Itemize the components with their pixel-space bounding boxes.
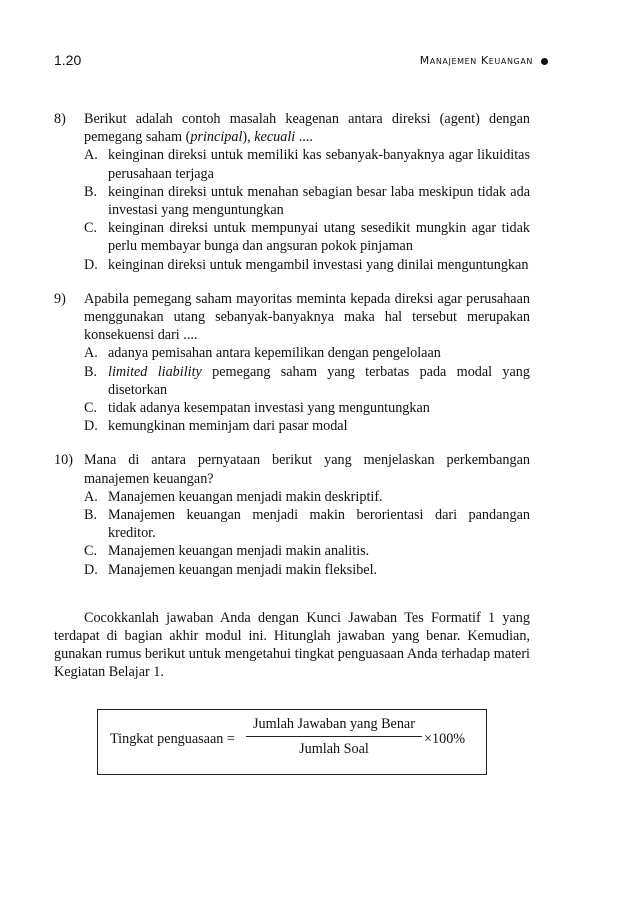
option-text: keinginan direksi untuk mengambil investasi yang dinilai menguntungkan <box>108 256 529 273</box>
question-number: 10) <box>54 452 73 469</box>
option-text: keinginan direksi untuk memiliki kas sebanyak-banyaknya agar likuiditas perusahaan terjaga <box>108 147 530 182</box>
option-letter: A. <box>84 147 98 164</box>
option-c <box>84 219 530 255</box>
option-letter: A. <box>84 488 98 505</box>
question-stem <box>84 110 530 146</box>
option-text: pemegang saham yang terbatas pada modal yang disetorkan <box>108 363 530 398</box>
formula-fraction <box>246 716 422 758</box>
stem-italic-term: principal <box>190 129 243 146</box>
page-number: 1.20 <box>54 52 82 68</box>
question-number: 8) <box>54 111 66 127</box>
option-letter: C. <box>84 543 98 560</box>
option-d <box>84 256 530 274</box>
option-a <box>84 344 530 362</box>
option-d <box>84 561 530 579</box>
option-text: Manajemen keuangan menjadi makin deskriptif. <box>108 488 383 505</box>
option-italic-term: limited liability <box>108 363 202 380</box>
stem-text: Berikut adalah contoh masalah keagenan antara direksi (agent) dengan pemegang saham ( <box>84 111 530 146</box>
question-8 <box>54 110 530 274</box>
option-a <box>84 488 530 506</box>
question-stem: Mana di antara pernyataan berikut yang menjelaskan perkembangan manajemen keuangan? <box>84 452 530 487</box>
question-number: 9) <box>54 290 66 307</box>
option-text: Manajemen keuangan menjadi makin analitis. <box>108 543 370 560</box>
option-text: keinginan direksi untuk menahan sebagian besar laba meskipun tidak ada investasi yang menguntungkan <box>108 183 530 219</box>
formula-label: Tingkat penguasaan = <box>110 731 235 747</box>
question-9 <box>54 290 530 436</box>
option-letter: B. <box>84 507 98 524</box>
option-letter: C. <box>84 400 98 417</box>
option-d <box>84 417 530 435</box>
option-a <box>84 146 530 182</box>
option-c <box>84 399 530 417</box>
running-title: Manajemen Keuangan <box>419 54 533 67</box>
option-text: adanya pemisahan antara kepemilikan dengan pengelolaan <box>108 345 441 362</box>
mastery-formula-box <box>97 709 487 775</box>
instruction-paragraph: Cocokkanlah jawaban Anda dengan Kunci Jawaban Tes Formatif 1 yang terdapat di bagian akhir modul ini. Hitunglah jawaban yang benar. Kemudian, gunakan rumus berikut untuk mengetahui tingkat penguasaan Anda terhadap materi Kegiatan Belajar 1. <box>54 609 530 681</box>
stem-text: ), <box>242 129 255 146</box>
option-letter: D. <box>84 256 98 273</box>
option-letter: B. <box>84 363 98 380</box>
option-text: keinginan direksi untuk mempunyai utang sesedikit mungkin agar tidak perlu membayar bunga dan angsuran pokok pinjaman <box>108 220 530 255</box>
stem-italic-term: kecuali <box>254 129 296 146</box>
stem-text: .... <box>295 129 313 146</box>
question-list <box>54 110 530 696</box>
bullet-icon <box>541 58 548 65</box>
option-text: Manajemen keuangan menjadi makin berorientasi dari pandangan kreditor. <box>108 507 530 542</box>
option-text: kemungkinan meminjam dari pasar modal <box>108 418 348 435</box>
option-letter: A. <box>84 345 98 362</box>
option-b <box>84 183 530 219</box>
option-letter: C. <box>84 220 98 237</box>
formula-denominator: Jumlah Soal <box>299 741 369 757</box>
option-letter: D. <box>84 418 98 435</box>
question-stem: Apabila pemegang saham mayoritas meminta kepada direksi agar perusahaan menggunakan utang sebanyak-banyaknya maka hal tersebut merupakan konsekuensi dari .... <box>84 290 530 344</box>
option-b <box>84 363 530 399</box>
option-letter: D. <box>84 561 98 578</box>
formula-numerator: Jumlah Jawaban yang Benar <box>246 716 422 737</box>
formula-multiplier: ×100% <box>424 731 466 747</box>
option-text: Manajemen keuangan menjadi makin fleksibel. <box>108 561 378 578</box>
option-text: tidak adanya kesempatan investasi yang menguntungkan <box>108 400 430 417</box>
option-letter: B. <box>84 183 98 200</box>
option-c <box>84 542 530 560</box>
question-10 <box>54 451 530 578</box>
option-b <box>84 506 530 542</box>
